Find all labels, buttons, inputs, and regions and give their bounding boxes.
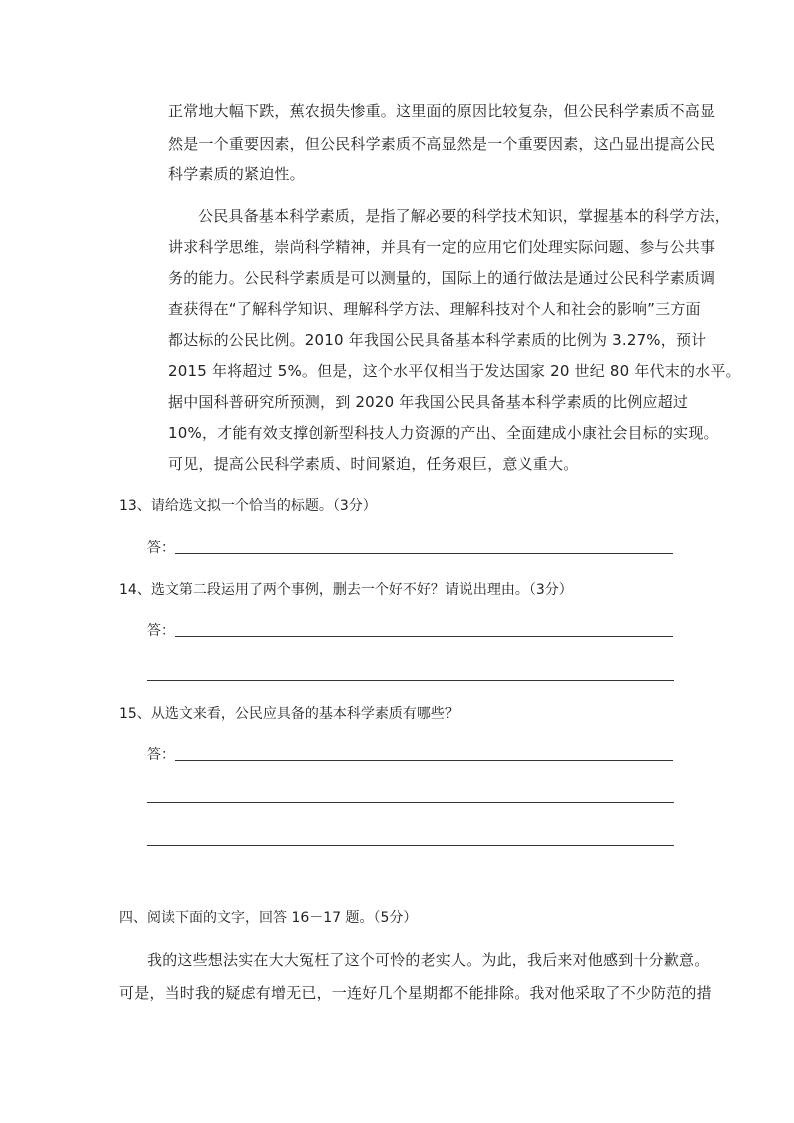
- answer-line[interactable]: [147, 680, 674, 681]
- passage-line: 2015 年将超过 5%。但是，这个水平仅相当于发达国家 20 世纪 80 年代末的水平。: [168, 362, 741, 380]
- answer-label: 答：: [147, 747, 175, 763]
- passage-line: 可见，提高公民科学素质、时间紧迫，任务艰巨，意义重大。: [168, 455, 579, 473]
- passage-line: 务的能力。公民科学素质是可以测量的，国际上的通行做法是通过公民科学素质调: [168, 269, 716, 287]
- section-line: 我的这些想法实在大大冤枉了这个可怜的老实人。为此，我后来对他感到十分歉意。: [147, 951, 710, 969]
- passage-line: 都达标的公民比例。2010 年我国公民具备基本科学素质的比例为 3.27%，预计: [168, 331, 707, 349]
- answer-line[interactable]: [175, 636, 673, 637]
- question-text: 15、从选文来看，公民应具备的基本科学素质有哪些？: [119, 706, 459, 722]
- answer-label: 答：: [147, 540, 175, 556]
- question-text: 13、请给选文拟一个恰当的标题。（3分）: [119, 498, 377, 514]
- answer-line[interactable]: [147, 845, 674, 846]
- answer-line[interactable]: [175, 553, 673, 554]
- answer-line[interactable]: [147, 802, 674, 803]
- passage-line: 查获得在“了解科学知识、理解科学方法、理解科技对个人和社会的影响”三方面: [168, 300, 701, 318]
- answer-line[interactable]: [175, 760, 673, 761]
- passage-line: 讲求科学思维，崇尚科学精神，并具有一定的应用它们处理实际问题、参与公共事: [168, 238, 716, 256]
- question-text: 14、选文第二段运用了两个事例，删去一个好不好？请说出理由。（3分）: [119, 582, 573, 598]
- section-line: 可是，当时我的疑虑有增无已，一连好几个星期都不能排除。我对他采取了不少防范的措: [119, 984, 712, 1002]
- passage-line: 科学素质的紧迫性。: [168, 165, 305, 183]
- passage-line: 正常地大幅下跌，蕉农损失惨重。这里面的原因比较复杂，但公民科学素质不高显: [168, 102, 716, 120]
- answer-label: 答：: [147, 623, 175, 639]
- passage-line: 然是一个重要因素，但公民科学素质不高显然是一个重要因素，这凸显出提高公民: [168, 135, 716, 153]
- passage-line: 10%，才能有效支撑创新型科技人力资源的产出、全面建成小康社会目标的实现。: [168, 424, 719, 442]
- passage-line: 据中国科普研究所预测，到 2020 年我国公民具备基本科学素质的比例应超过: [168, 393, 689, 411]
- passage-line: 公民具备基本科学素质，是指了解必要的科学技术知识，掌握基本的科学方法，: [198, 207, 731, 225]
- section-heading: 四、阅读下面的文字，回答 16－17 题。（5分）: [119, 910, 418, 926]
